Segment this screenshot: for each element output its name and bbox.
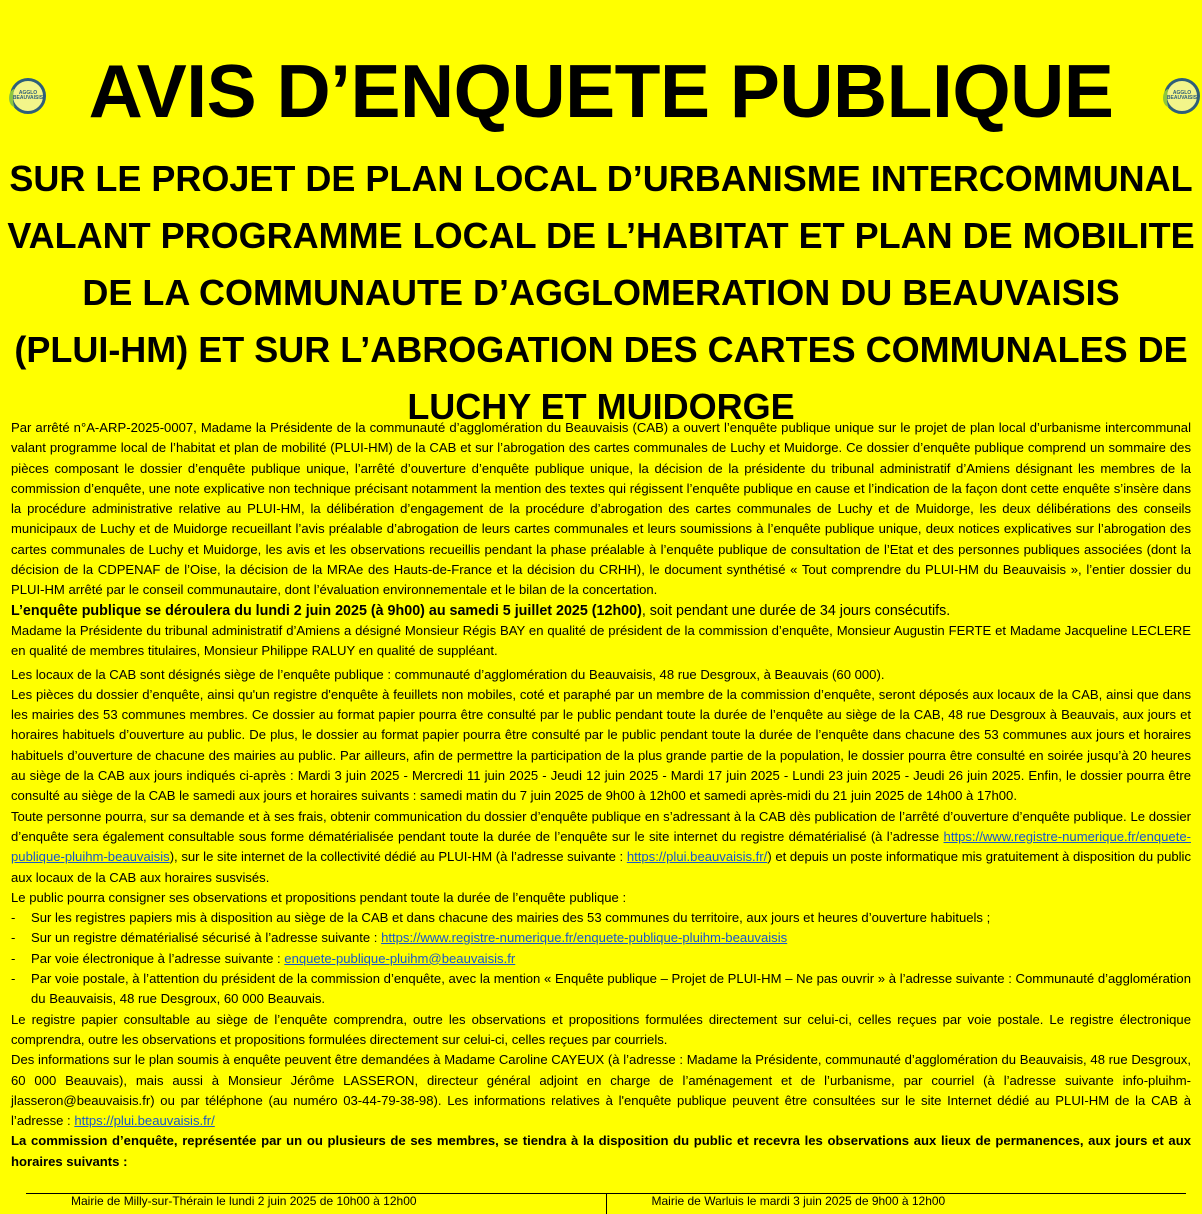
notice-body — [11, 418, 1191, 1172]
paragraph-siege: Les locaux de la CAB sont désignés siège de l’enquête publique : communauté d’agglomération du Beauvaisis, 48 rue Desgroux, à Beauvais (60 000). — [11, 666, 885, 682]
enquiry-dates: L’enquête publique se déroulera du lundi 2 juin 2025 (à 9h00) au samedi 5 juillet 2025 (12h00) — [11, 602, 642, 619]
permanence-cell: Mairie de Warluis le mardi 3 juin 2025 de 9h00 à 12h00 — [606, 1194, 1187, 1214]
paragraph-informations: Des informations sur le plan soumis à enquête peuvent être demandées à Madame Caroline CAYEUX (à l’adresse : Madame la Présidente, communauté d’agglomération du Beauvaisis, 48 rue Desgroux, 60 000 Beauvais), mais aussi à Monsieur Jérôme LASSERON, directeur général adjoint en charge de l’aménagement et de l’urbanisme, par courriel (à l’adresse suivante info-pluihm-jlasseron@beauvaisis.fr) ou par téléphone (au numéro 03-44-79-38-98). Les informations relatives à l'enquête publique peuvent être consultées sur le site Internet dédié au PLUI-HM de la CAB à l’adresse : https://plui.beauvaisis.fr/ — [11, 1052, 1191, 1129]
permanence-cell: Mairie de Milly-sur-Thérain le lundi 2 juin 2025 de 10h00 à 12h00 — [71, 1194, 417, 1208]
agglo-beauvaisis-logo-right: AGGLO BEAUVAISIS — [1164, 78, 1200, 114]
subtitle-line: SUR LE PROJET DE PLAN LOCAL D’URBANISME INTERCOMMUNAL — [9, 158, 1193, 199]
permanences-table — [26, 1193, 1186, 1214]
paragraph-observations: Le public pourra consigner ses observations et propositions pendant toute la durée de l’enquête publique : — [11, 889, 627, 905]
list-item: - Sur un registre dématérialisé sécurisé à l’adresse suivante : https://www.registre-numerique.fr/enquete-publique-pluihm-beauvaisis — [11, 930, 788, 946]
page-title: AVIS D’ENQUETE PUBLIQUE — [88, 49, 1114, 133]
plui-site-link-2[interactable]: https://plui.beauvaisis.fr/ — [74, 1113, 215, 1129]
list-item: - Par voie électronique à l’adresse suivante : enquete-publique-pluihm@beauvaisis.fr — [11, 950, 516, 966]
agglo-beauvaisis-logo-left: AGGLO BEAUVAISIS — [10, 78, 46, 114]
email-link[interactable]: enquete-publique-pluihm@beauvaisis.fr — [284, 950, 516, 966]
header — [0, 0, 1202, 150]
paragraph-consultation: Toute personne pourra, sur sa demande et à ses frais, obtenir communication du dossier d’enquête publique en s’adressant à la CAB dès publication de l’arrêté d’ouverture d’enquête publique. Le dossier d’enquête sera également consultable sous forme dématérialisée pendant toute la durée de l’enquête sur le site internet du registre dématérialisé (à l’adresse https://www.registre-numerique.fr/enquete-publique-pluihm-beauvaisis), sur le site internet de la collectivité dédié au PLUI-HM (à l’adresse suivante : https://plui.beauvaisis.fr/) et depuis un poste informatique mis gratuitement à disposition du public aux locaux de la CAB aux horaires susvisés. — [11, 808, 1191, 885]
subtitle-line: DE LA COMMUNAUTE D’AGGLOMERATION DU BEAUVAISIS — [82, 272, 1120, 313]
paragraph-arrete: Par arrêté n°A-ARP-2025-0007, Madame la Présidente de la communauté d’agglomération du Beauvaisis (CAB) a ouvert l’enquête publique unique sur le projet de plan local d’urbanisme intercommunal valant programme local de l’habitat et plan de mobilité (PLUI-HM) de la CAB et sur l’abrogation des cartes communales de Luchy et Muidorge. Ce dossier d’enquête publique comprend un sommaire des pièces composant le dossier d’enquête publique unique, l’arrêté d’ouverture d’enquête publique unique, la décision de la présidente du tribunal administratif d’Amiens désignant les membres de la commission d’enquête, une note explicative non technique précisant notamment la mention des textes qui régissent l’enquête publique en cause et l’indication de la façon dont cette enquête s’insère dans la procédure administrative relative au PLUI-HM, la délibération d’engagement de la procédure d’abrogation des cartes communales de Luchy et de Muidorge, les deux délibérations des conseils municipaux de Luchy et de Muidorge recueillant l’avis préalable d’abrogation de leurs cartes communales et leurs soumissions à l’enquête publique unique, deux notices explicatives sur l’abrogation des cartes communales de Luchy et Muidorge, les avis et les observations recueillis pendant la phase préalable à l’enquête publique de consultation de l’Etat et des personnes publiques associées (dont la décision de la CDPENAF de l’Oise, la décision de la MRAe des Hauts-de-France et la décision du CRHH), le document synthétisé « Tout comprendre du PLUI-HM du Beauvaisis », l’entier dossier du PLUI-HM arrêté par le conseil communautaire, dont l’évaluation environnementale et le bilan de la concertation. — [11, 420, 1191, 598]
paragraph-commission: Madame la Présidente du tribunal administratif d’Amiens a désigné Monsieur Régis BAY en qualité de président de la commission d’enquête, Monsieur Augustin FERTE et Madame Jacqueline LECLERE en qualité de membres titulaires, Monsieur Philippe RALUY en qualité de suppléant. — [11, 622, 1191, 659]
subtitle-line: VALANT PROGRAMME LOCAL DE L’HABITAT ET PLAN DE MOBILITE — [7, 215, 1195, 256]
subtitle-line: (PLUI-HM) ET SUR L’ABROGATION DES CARTES COMMUNALES DE — [14, 329, 1188, 370]
subtitle — [0, 150, 1202, 435]
list-item: - Sur les registres papiers mis à disposition au siège de la CAB et dans chacune des mairies des 53 communes du territoire, aux jours et heures d’ouverture habituels ; — [11, 910, 991, 926]
paragraph-permanences: La commission d’enquête, représentée par un ou plusieurs de ses membres, se tiendra à la disposition du public et recevra les observations aux lieux de permanences, aux jours et aux horaires suivants : — [11, 1133, 1191, 1169]
list-item: - Par voie postale, à l’attention du président de la commission d’enquête, avec la mention « Enquête publique – Projet de PLUI-HM – Ne pas ouvrir » à l’adresse suivante : Communauté d’agglomération du Beauvaisis, 48 rue Desgroux, 60 000 Beauvais. — [11, 971, 1191, 1007]
paragraph-registres: Le registre papier consultable au siège de l’enquête comprendra, outre les observations et propositions formulées directement sur celui-ci, celles reçues par voie postale. Le registre électronique comprendra, outre les observations et propositions formulées directement sur celui-ci, celles reçues par courriels. — [11, 1011, 1191, 1047]
registre-numerique-link[interactable]: https://www.registre-numerique.fr/enquete-publique-pluihm-beauvaisis — [11, 828, 1191, 865]
paragraph-dates: L’enquête publique se déroulera du lundi 2 juin 2025 (à 9h00) au samedi 5 juillet 2025 (12h00), soit pendant une durée de 34 jours consécutifs. — [11, 602, 951, 619]
plui-site-link[interactable]: https://plui.beauvaisis.fr/ — [626, 849, 768, 865]
paragraph-dossier: Les pièces du dossier d’enquête, ainsi qu'un registre d'enquête à feuillets non mobiles, coté et paraphé par un membre de la commission d’enquête, seront déposés aux locaux de la CAB, ainsi que dans les mairies des 53 communes membres. Ce dossier au format papier pourra être consulté par le public pendant toute la durée de l’enquête au siège de la CAB, 48 rue Desgroux à Beauvais, aux jours et horaires habituels d’ouverture au public. De plus, le dossier au format papier pourra être consulté par le public pendant toute la durée de l’enquête dans chacune des 53 communes aux jours et horaires habituels d’ouverture de chacune des mairies au public. Par ailleurs, afin de permettre la participation de la plus grande partie de la population, le dossier pourra être consulté en soirée jusqu’à 20 heures au siège de la CAB aux jours indiqués ci-après : Mardi 3 juin 2025 - Mercredi 11 juin 2025 - Jeudi 12 juin 2025 - Mardi 17 juin 2025 - Lundi 23 juin 2025 - Jeudi 26 juin 2025. Enfin, le dossier pourra être consulté au siège de la CAB le samedi aux jours et horaires suivants : samedi matin du 7 juin 2025 de 9h00 à 12h00 et samedi après-midi du 21 juin 2025 de 14h00 à 17h00. — [11, 686, 1191, 804]
registre-dematerialise-link[interactable]: https://www.registre-numerique.fr/enquete-publique-pluihm-beauvaisis — [381, 930, 788, 946]
subtitle-line: LUCHY ET MUIDORGE — [407, 386, 795, 427]
